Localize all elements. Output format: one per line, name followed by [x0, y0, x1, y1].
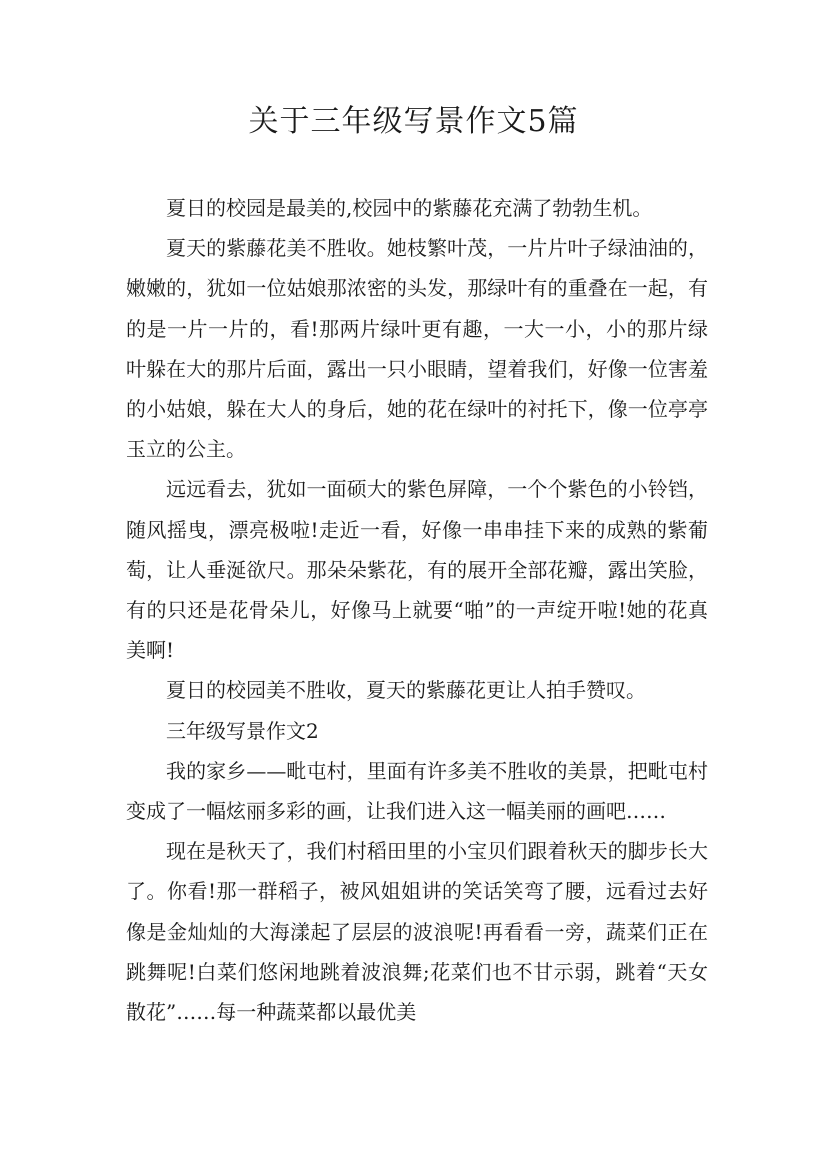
paragraph-1: 夏日的校园是最美的,校园中的紫藤花充满了勃勃生机。: [166, 196, 653, 220]
paragraph-3: 远远看去，犹如一面硕大的紫色屏障，一个个紫色的小铃铛，随风摇曳，漂亮极啦!走近一看，好像一串串挂下来的成熟的紫葡萄，让人垂涎欲尺。那朵朵紫花，有的展开全部花瓣，露出笑脸，有的只还是花骨朵儿，好像马上就要“啪”的一声绽开啦!她的花真美啊!: [126, 477, 708, 663]
paragraph-5: 我的家乡——毗屯村，里面有许多美不胜收的美景，把毗屯村变成了一幅炫丽多彩的画，让我们进入这一幅美丽的画吧……: [126, 758, 708, 824]
section-heading: 三年级写景作文2: [166, 718, 319, 743]
paragraph-6: 现在是秋天了，我们村稻田里的小宝贝们跟着秋天的脚步长大了。你看!那一群稻子，被风姐姐讲的笑话笑弯了腰，远看过去好像是金灿灿的大海漾起了层层的波浪呢!再看看一旁，蔬菜们正在跳舞呢!白菜们悠闲地跳着波浪舞;花菜们也不甘示弱，跳着“天女散花”……每一种蔬菜都以最优美: [126, 839, 708, 1025]
paragraph-4: 夏日的校园美不胜收，夏天的紫藤花更让人拍手赞叹。: [166, 678, 646, 703]
paragraph-2: 夏天的紫藤花美不胜收。她枝繁叶茂，一片片叶子绿油油的，嫩嫩的，犹如一位姑娘那浓密的头发，那绿叶有的重叠在一起，有的是一片一片的，看!那两片绿叶更有趣，一大一小，小的那片绿叶躲在大的那片后面，露出一只小眼睛，望着我们，好像一位害羞的小姑娘，躲在大人的身后，她的花在绿叶的衬托下，像一位亭亭玉立的公主。: [126, 236, 708, 462]
document-body: [126, 188, 708, 1032]
document-title: 关于三年级写景作文5篇: [248, 104, 579, 139]
